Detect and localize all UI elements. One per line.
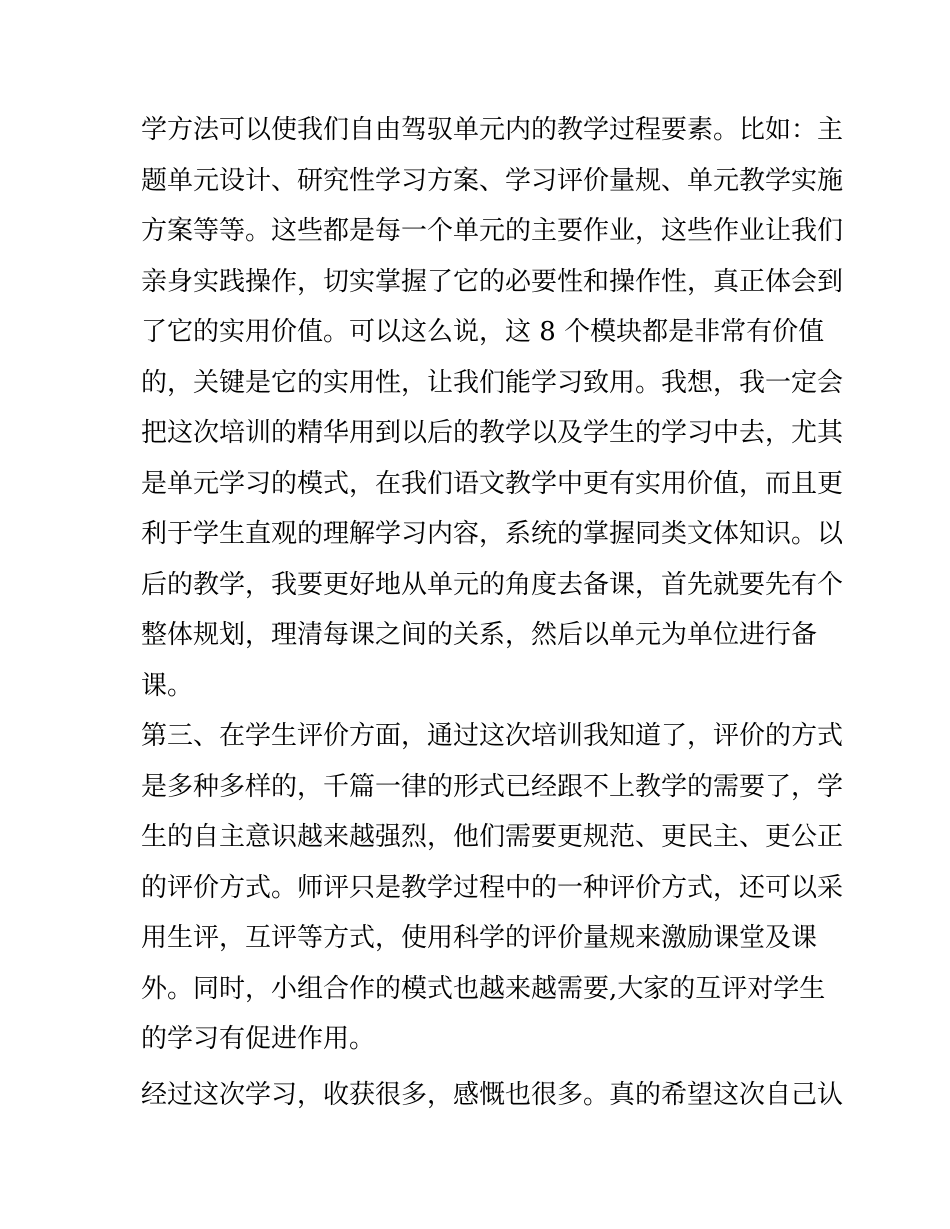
- text-line: 后的教学，我要更好地从单元的角度去备课，首先就要先有个: [141, 570, 844, 600]
- text-line: 生的自主意识越来越强烈，他们需要更规范、更民主、更公正: [141, 822, 844, 852]
- text-line: 是单元学习的模式，在我们语文教学中更有实用价值，而且更: [141, 469, 844, 499]
- text-line: 用生评，互评等方式，使用科学的评价量规来激励课堂及课: [141, 923, 818, 953]
- text-line: 的评价方式。师评只是教学过程中的一种评价方式，还可以采: [141, 873, 844, 903]
- text-line: 亲身实践操作，切实掌握了它的必要性和操作性，真正体会到: [141, 267, 844, 297]
- text-line: 的，关键是它的实用性，让我们能学习致用。我想，我一定会: [141, 368, 844, 398]
- text-line: 整体规划，理清每课之间的关系，然后以单元为单位进行备: [141, 620, 818, 650]
- text-line: 经过这次学习，收获很多，感慨也很多。真的希望这次自己认: [141, 1080, 844, 1110]
- text-line: 是多种多样的，千篇一律的形式已经跟不上教学的需要了，学: [141, 772, 844, 802]
- text-line: 了它的实用价值。可以这么说，这 8 个模块都是非常有价值: [141, 317, 825, 347]
- text-line: 课。: [141, 671, 194, 701]
- text-line: 方案等等。这些都是每一个单元的主要作业，这些作业让我们: [141, 216, 844, 246]
- text-line: 第三、在学生评价方面，通过这次培训我知道了，评价的方式: [141, 721, 844, 751]
- text-line: 的学习有促进作用。: [141, 1024, 376, 1054]
- text-line: 题单元设计、研究性学习方案、学习评价量规、单元教学实施: [141, 166, 844, 196]
- text-line: 把这次培训的精华用到以后的教学以及学生的学习中去，尤其: [141, 418, 844, 448]
- text-line: 学方法可以使我们自由驾驭单元内的教学过程要素。比如：主: [141, 115, 844, 145]
- text-line: 利于学生直观的理解学习内容，系统的掌握同类文体知识。以: [141, 519, 844, 549]
- text-line: 外。同时，小组合作的模式也越来越需要,大家的互评对学生: [141, 974, 826, 1004]
